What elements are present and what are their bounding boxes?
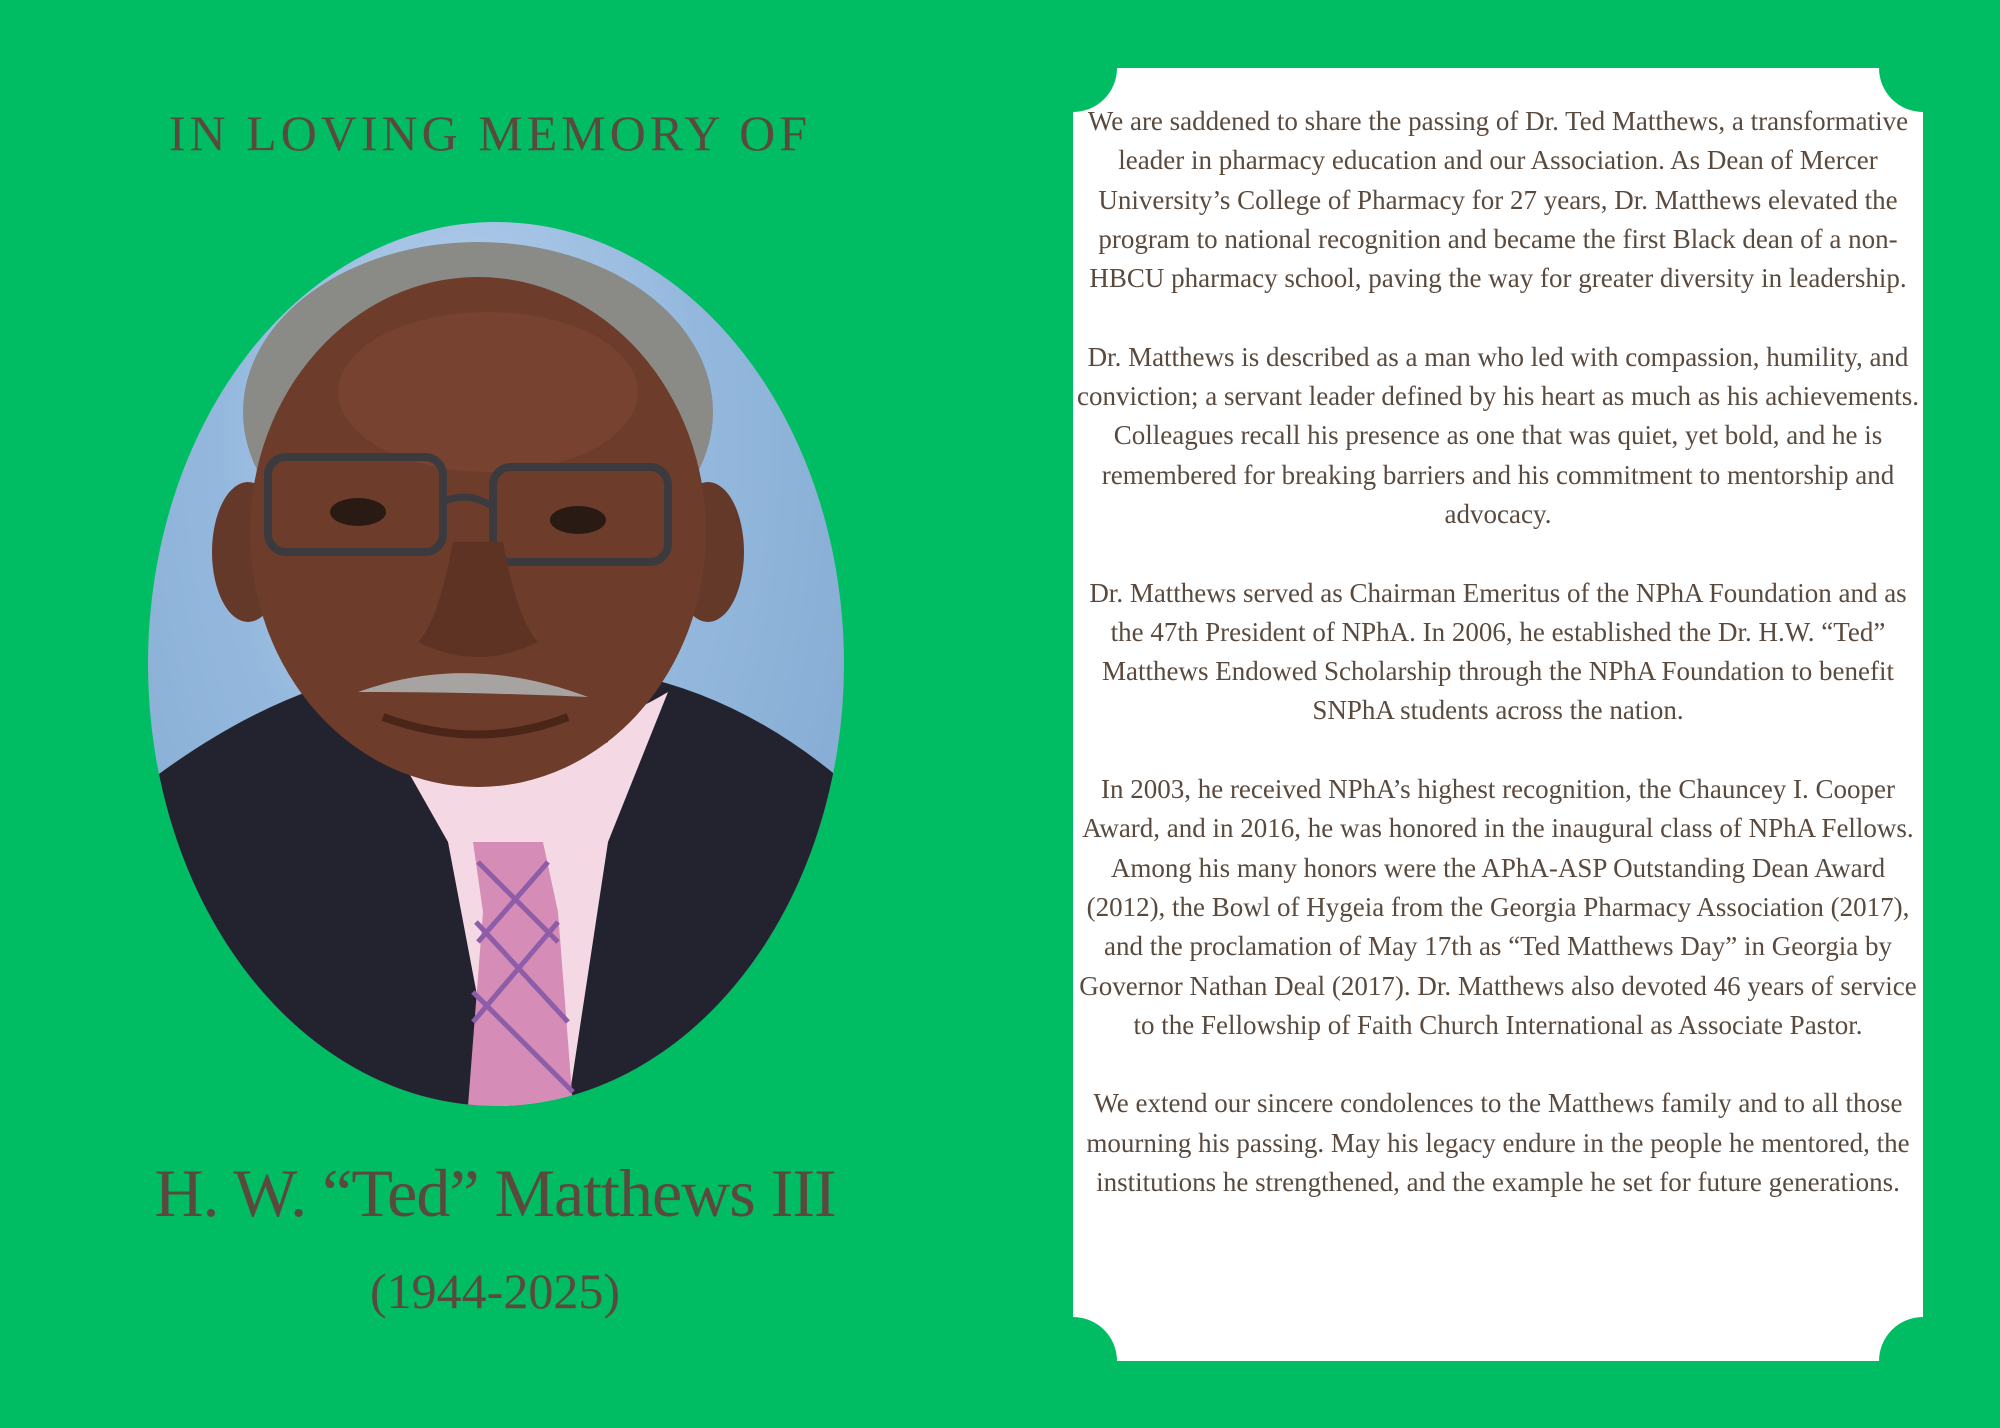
tribute-text bbox=[1073, 102, 1923, 1202]
card-corner-notch bbox=[1029, 1317, 1117, 1405]
tribute-paragraph: We extend our sincere condolences to the Matthews family and to all those mourning his passing. May his legacy endure in the people he mentored, the institutions he strengthened, and the example he set for future generations. bbox=[1086, 1088, 1910, 1198]
memorial-name: H. W. “Ted” Matthews III bbox=[154, 1155, 836, 1231]
card-corner-notch bbox=[1879, 24, 1967, 112]
portrait-photo bbox=[148, 222, 844, 1106]
tribute-paragraph: Dr. Matthews is described as a man who led with compassion, humility, and conviction; a servant leader defined by his heart as much as his achievements. Colleagues recall his presence as one that was quiet, yet bold, and he is remembered for breaking barriers and his commitment to mentorship and advocacy. bbox=[1077, 341, 1919, 529]
memorial-years: (1944-2025) bbox=[370, 1263, 620, 1319]
portrait-illustration bbox=[148, 222, 844, 1106]
tribute-paragraph: Dr. Matthews served as Chairman Emeritus of the NPhA Foundation and as the 47th President of NPhA. In 2006, he established the Dr. H.W. “Ted” Matthews Endowed Scholarship through the NPhA Foundation to benefit SNPhA students across the nation. bbox=[1089, 577, 1907, 726]
tribute-paragraph: We are saddened to share the passing of Dr. Ted Matthews, a transformative leader in pharmacy education and our Association. As Dean of Mercer University’s College of Pharmacy for 27 years, Dr. Matthews elevated the program to national recognition and became the first Black dean of a non-HBCU pharmacy school, paving the way for greater diversity in leadership. bbox=[1087, 106, 1909, 294]
tribute-card bbox=[1073, 68, 1923, 1361]
tribute-paragraph: In 2003, he received NPhA’s highest recognition, the Chauncey I. Cooper Award, and in 2016, he was honored in the inaugural class of NPhA Fellows. Among his many honors were the APhA-ASP Outstanding Dean Award (2012), the Bowl of Hygeia from the Georgia Pharmacy Association (2017), and the proclamation of May 17th as “Ted Matthews Day” in Georgia by Governor Nathan Deal (2017). Dr. Matthews also devoted 46 years of service to the Fellowship of Faith Church International as Associate Pastor. bbox=[1079, 774, 1917, 1040]
card-corner-notch bbox=[1029, 24, 1117, 112]
memorial-heading: IN LOVING MEMORY OF bbox=[168, 105, 812, 161]
card-corner-notch bbox=[1879, 1317, 1967, 1405]
